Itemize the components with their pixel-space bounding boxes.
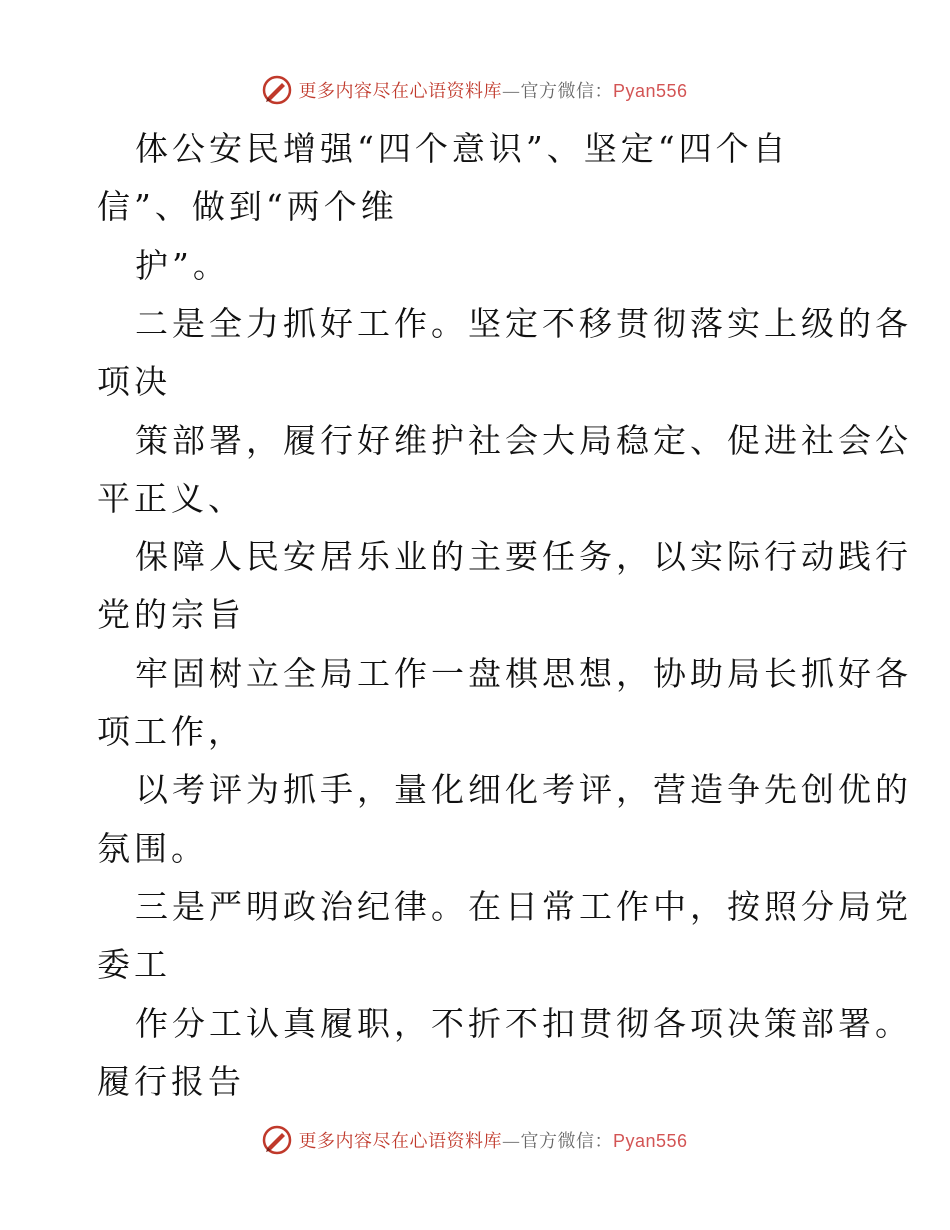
text-line: 信”、做到“两个维 <box>97 187 398 226</box>
text-line: 氛围。 <box>97 829 208 868</box>
text-line: 委工 <box>97 945 171 984</box>
watermark-main: 更多内容尽在心语资料库 <box>298 81 502 102</box>
text-line: 体公安民增强“四个意识”、坚定“四个自 <box>135 129 790 168</box>
text-line: 项工作， <box>97 712 245 751</box>
watermark-id: Pyan556 <box>612 1131 688 1151</box>
text-line: 二是全力抓好工作。坚定不移贯彻落实上级的各 <box>135 304 912 343</box>
watermark-dash: — <box>501 1131 521 1152</box>
text-line: 牢固树立全局工作一盘棋思想，协助局长抓好各 <box>135 654 912 693</box>
pen-logo-icon <box>262 1125 292 1155</box>
text-line: 三是严明政治纪律。在日常工作中，按照分局党 <box>135 887 912 926</box>
text-line: 项决 <box>97 362 171 401</box>
watermark-id: Pyan556 <box>612 81 688 101</box>
text-line: 作分工认真履职，不折不扣贯彻各项决策部署。 <box>135 1004 912 1043</box>
watermark-main: 更多内容尽在心语资料库 <box>298 1131 502 1152</box>
footer-watermark <box>0 1120 950 1160</box>
text-line: 以考评为抓手，量化细化考评，营造争先创优的 <box>135 770 912 809</box>
text-line: 护”。 <box>135 246 230 285</box>
text-line: 履行报告 <box>97 1062 245 1101</box>
watermark-dash: — <box>501 81 521 102</box>
watermark-contact: 官方微信： <box>520 1131 613 1152</box>
text-line: 策部署，履行好维护社会大局稳定、促进社会公 <box>135 421 912 460</box>
text-line: 党的宗旨 <box>97 595 245 634</box>
watermark-text <box>298 1127 687 1153</box>
watermark-contact: 官方微信： <box>520 81 613 102</box>
text-line: 平正义、 <box>97 479 245 518</box>
text-line: 保障人民安居乐业的主要任务，以实际行动践行 <box>135 537 912 576</box>
